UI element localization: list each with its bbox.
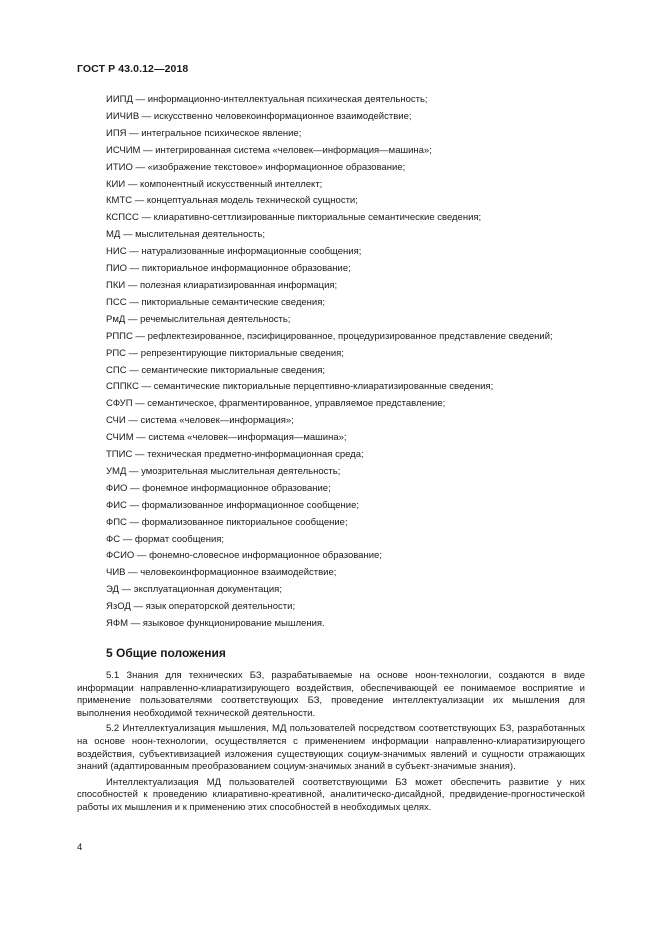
abbreviation-item: ФС — формат сообщения; — [106, 533, 225, 545]
abbreviation-item: ИИПД — информационно-интеллектуальная психическая деятельность; — [106, 94, 428, 105]
abbreviation-item: СПС — семантические пикториальные сведения; — [106, 364, 325, 376]
abbreviation-item: ФИС — формализованное информационное сообщение; — [106, 499, 360, 511]
abbreviation-item: ИПЯ — интегральное психическое явление; — [106, 127, 302, 139]
section-paragraph: Интеллектуализация МД пользователей соответствующими БЗ может обеспечить развитие у них способностей к проведению клиаративно-креативной, аналитическо-дисайдной, предвидение-прогностической работы их мышления и к применению этих способностей в необходимых целях. — [77, 776, 585, 814]
abbreviation-item: ПИО — пикториальное информационное образование; — [106, 263, 351, 275]
abbreviation-item: КИИ — компонентный искусственный интеллект; — [106, 178, 323, 190]
abbreviation-item: НИС — натурализованные информационные сообщения; — [106, 246, 362, 258]
abbreviation-item: РППС — рефлектезированное, пэсифицированное, процедуризированное представление сведений; — [106, 330, 553, 342]
abbreviation-item: ПКИ — полезная клиаратизированная информация; — [106, 279, 338, 291]
abbreviation-list — [77, 92, 585, 633]
section-body — [77, 670, 585, 817]
abbreviation-item: ЭД — эксплуатационная документация; — [106, 584, 282, 596]
section-paragraph: 5.1 Знания для технических БЗ, разрабатываемые на основе ноон-технологии, создаются в виде информации направленно-клиаратизирующего воздействия, обеспечивающей ее понимаемое восприятие и применение пользователями соответствующих БЗ, проведение интеллектуализации их мышления для выполнения необходимой технической деятельности. — [77, 670, 585, 720]
abbreviation-item: РПС — репрезентирующие пикториальные сведения; — [106, 347, 344, 359]
abbreviation-item: ЯзОД — язык операторской деятельности; — [106, 601, 296, 613]
abbreviation-item: УМД — умозрительная мыслительная деятельность; — [106, 465, 341, 477]
section-title: 5 Общие положения — [106, 646, 226, 660]
abbreviation-item: КСПСС — клиаративно-сеттлизированные пикториальные семантические сведения; — [106, 212, 482, 224]
page-number: 4 — [77, 842, 83, 853]
abbreviation-item: ФСИО — фонемно-словесное информационное образование; — [106, 550, 382, 562]
abbreviation-item: ЧИВ — человекоинформационное взаимодействие; — [106, 567, 337, 579]
abbreviation-item: ИИЧИВ — искусственно человекоинформационное взаимодействие; — [106, 110, 412, 122]
abbreviation-item: ТПИС — техническая предметно-информационная среда; — [106, 449, 364, 461]
abbreviation-item: СЧИ — система «человек—информация»; — [106, 415, 294, 427]
abbreviation-item: ЯФМ — языковое функционирование мышления. — [106, 618, 325, 630]
abbreviation-item: РмД — речемыслительная деятельность; — [106, 313, 291, 325]
abbreviation-item: ИСЧИМ — интегрированная система «человек—информация—машина»; — [106, 144, 432, 156]
abbreviation-item: ФПС — формализованное пикториальное сообщение; — [106, 516, 348, 528]
section-paragraph: 5.2 Интеллектуализация мышления, МД пользователей посредством соответствующих БЗ, разработанных на основе ноон-технологии, осуществляется с применением информации направленно-клиаратизирующего воздействия, субъективизацией изложения существующих социум-значимых явлений и сущности отражающих знаний (адаптированным преобразованием социум-значимых знаний в субъект-значимые знания). — [77, 723, 585, 773]
standard-designation: ГОСТ Р 43.0.12—2018 — [77, 63, 189, 75]
abbreviation-item: СФУП — семантическое, фрагментированное, управляемое представление; — [106, 398, 446, 410]
abbreviation-item: СППКС — семантические пикториальные перцептивно-клиаратизированные сведения; — [106, 381, 494, 393]
abbreviation-item: КМТС — концептуальная модель технической сущности; — [106, 195, 358, 207]
abbreviation-item: ФИО — фонемное информационное образование; — [106, 482, 331, 494]
abbreviation-item: СЧИМ — система «человек—информация—машина»; — [106, 432, 347, 444]
abbreviation-item: ИТИО — «изображение текстовое» информационное образование; — [106, 161, 406, 173]
abbreviation-item: МД — мыслительная деятельность; — [106, 229, 265, 241]
abbreviation-item: ПСС — пикториальные семантические сведения; — [106, 296, 325, 308]
